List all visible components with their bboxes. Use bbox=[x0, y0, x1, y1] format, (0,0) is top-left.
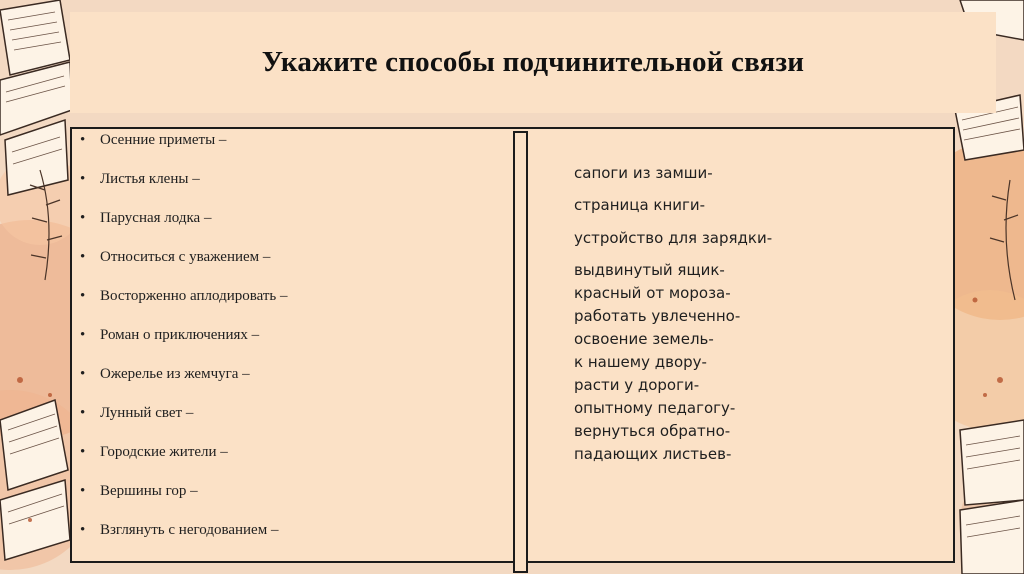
list-item: опытному педагогу- bbox=[574, 399, 736, 417]
list-item: • Осенние приметы – bbox=[80, 132, 227, 148]
list-item: • Роман о приключениях – bbox=[80, 327, 260, 343]
list-item: освоение земель- bbox=[574, 330, 714, 348]
list-item: • Вершины гор – bbox=[80, 483, 198, 499]
content-panel bbox=[70, 127, 955, 563]
list-item: устройство для зарядки- bbox=[574, 229, 773, 247]
list-item: красный от мороза- bbox=[574, 284, 731, 302]
list-item: • Лунный свет – bbox=[80, 405, 194, 421]
list-item: • Листья клены – bbox=[80, 171, 200, 187]
title-panel bbox=[70, 12, 996, 113]
list-item: • Взглянуть с негодованием – bbox=[80, 522, 279, 538]
list-item: работать увлеченно- bbox=[574, 307, 741, 325]
slide-title: Укажите способы подчинительной связи bbox=[261, 46, 805, 78]
list-item: вернуться обратно- bbox=[574, 422, 731, 440]
column-divider bbox=[513, 131, 528, 573]
list-item: • Относиться с уважением – bbox=[80, 249, 271, 265]
list-item: к нашему двору- bbox=[574, 353, 707, 371]
list-item: страница книги- bbox=[574, 196, 706, 214]
list-item: • Городские жители – bbox=[80, 444, 228, 460]
list-item: падающих листьев- bbox=[574, 445, 732, 463]
list-item: • Восторженно аплодировать – bbox=[80, 288, 288, 304]
list-item: расти у дороги- bbox=[574, 376, 700, 394]
list-item: • Парусная лодка – bbox=[80, 210, 212, 226]
list-item: выдвинутый ящик- bbox=[574, 261, 725, 279]
list-item: сапоги из замши- bbox=[574, 164, 713, 182]
list-item: • Ожерелье из жемчуга – bbox=[80, 366, 250, 382]
